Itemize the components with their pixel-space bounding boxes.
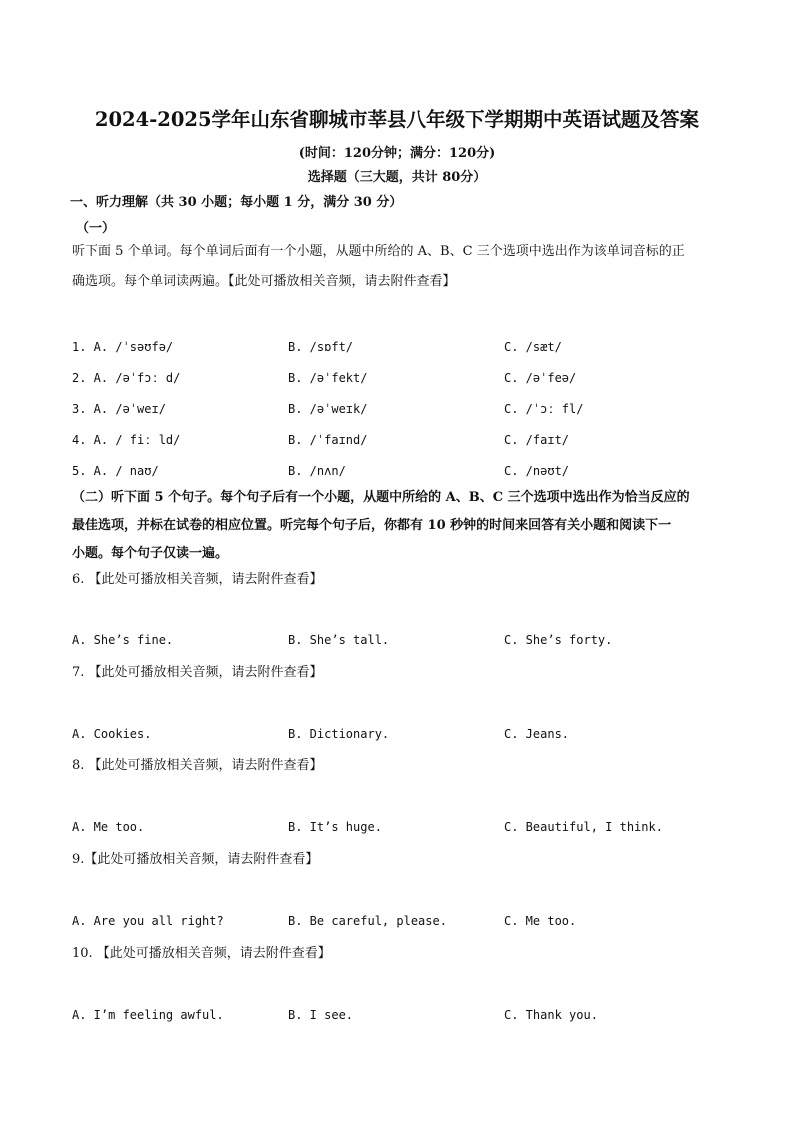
option-a: A. Me too.	[72, 820, 145, 834]
page-title: 2024-2025学年山东省聊城市莘县八年级下学期期中英语试题及答案	[94, 108, 700, 131]
option-b: B. Be careful, please.	[288, 914, 447, 928]
option-c: C. She’s forty.	[504, 633, 613, 647]
option-b: B. /nʌn/	[288, 464, 346, 478]
option-b: B. /sɒft/	[288, 340, 354, 354]
option-a: A. Are you all right?	[72, 914, 224, 928]
option-a: 2. A. /əˈfɔː d/	[72, 371, 181, 385]
option-c: C. Me too.	[504, 914, 577, 928]
option-a: 4. A. / fiː ld/	[72, 433, 181, 447]
option-b: B. She’s tall.	[288, 633, 390, 647]
option-a: A. She’s fine.	[72, 633, 174, 647]
subsection-label-1: （一）	[76, 221, 116, 236]
option-c: C. /ˈɔː fl/	[504, 402, 584, 416]
question-row	[72, 914, 732, 932]
question-row	[72, 633, 732, 651]
instruction-line: 听下面 5 个单词。每个单词后面有一个小题，从题中所给的 A、B、C 三个选项中选出作为该单词音标的正	[72, 244, 685, 259]
option-a: A. Cookies.	[72, 727, 152, 741]
option-b: B. /ˈfaɪnd/	[288, 433, 368, 447]
question-row	[72, 1008, 732, 1026]
option-c: C. /sæt/	[504, 340, 562, 354]
question-prompt: 6. 【此处可播放相关音频，请去附件查看】	[72, 572, 323, 587]
option-c: C. Thank you.	[504, 1008, 598, 1022]
option-a: A. I’m feeling awful.	[72, 1008, 224, 1022]
question-prompt: 9.【此处可播放相关音频，请去附件查看】	[72, 852, 319, 867]
option-c: C. Beautiful, I think.	[504, 820, 663, 834]
question-prompt: 8. 【此处可播放相关音频，请去附件查看】	[72, 758, 323, 773]
option-c: C. /faɪt/	[504, 433, 570, 447]
option-b: B. Dictionary.	[288, 727, 390, 741]
part-heading: 选择题（三大题，共计 80分）	[307, 170, 487, 185]
question-prompt: 7. 【此处可播放相关音频，请去附件查看】	[72, 665, 323, 680]
instruction-line: 小题。每个句子仅读一遍。	[72, 546, 229, 561]
question-row	[72, 371, 732, 389]
option-b: B. /əˈfekt/	[288, 371, 368, 385]
option-a: 5. A. / naʊ/	[72, 464, 159, 478]
option-c: C. /nəʊt/	[504, 464, 570, 478]
question-prompt: 10. 【此处可播放相关音频，请去附件查看】	[72, 946, 331, 961]
question-row	[72, 727, 732, 745]
option-b: B. It’s huge.	[288, 820, 382, 834]
option-b: B. /əˈweɪk/	[288, 402, 368, 416]
question-row	[72, 402, 732, 420]
instruction-line: （二）听下面 5 个句子。每个句子后有一个小题，从题中所给的 A、B、C 三个选项中选出作为恰当反应的	[72, 490, 690, 505]
option-a: 3. A. /əˈweɪ/	[72, 402, 166, 416]
question-row	[72, 340, 732, 358]
instruction-line: 确选项。每个单词读两遍。【此处可播放相关音频，请去附件查看】	[72, 274, 456, 289]
option-a: 1. A. /ˈsəʊfə/	[72, 340, 174, 354]
option-c: C. Jeans.	[504, 727, 570, 741]
option-b: B. I see.	[288, 1008, 354, 1022]
exam-time-info: (时间：120分钟；满分：120分)	[298, 146, 496, 161]
question-row	[72, 820, 732, 838]
question-row	[72, 464, 732, 482]
section-heading-listening: 一、听力理解（共 30 小题；每小题 1 分，满分 30 分）	[70, 195, 403, 210]
option-c: C. /əˈfeə/	[504, 371, 577, 385]
question-row	[72, 433, 732, 451]
instruction-line: 最佳选项，并标在试卷的相应位置。听完每个句子后，你都有 10 秒钟的时间来回答有关小题和阅读下一	[72, 518, 672, 533]
